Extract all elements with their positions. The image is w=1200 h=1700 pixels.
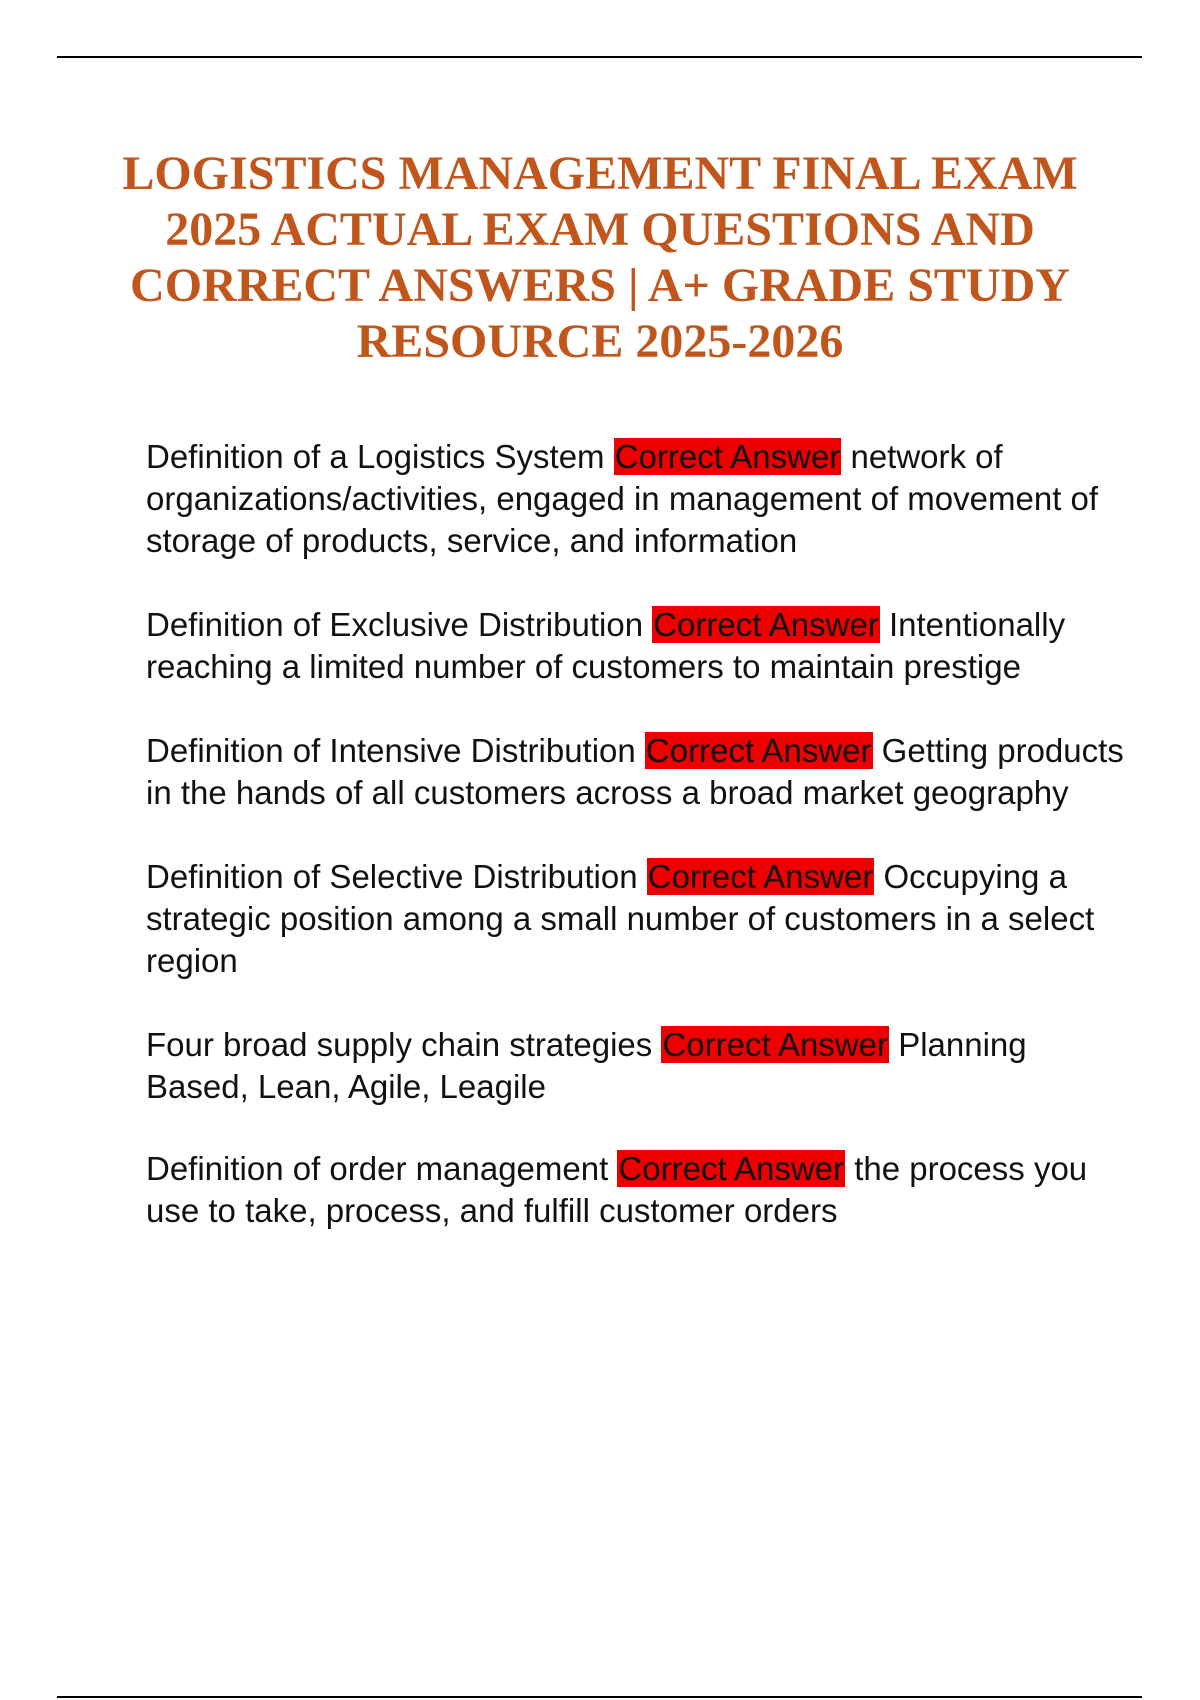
correct-answer-tag: Correct Answer xyxy=(614,438,841,475)
qa-item xyxy=(146,436,1126,562)
top-rule xyxy=(57,56,1142,58)
answer-text: Occupying a strategic position among a small number of customers in a select region xyxy=(146,858,1095,979)
qa-item xyxy=(146,1148,1126,1232)
correct-answer-tag: Correct Answer xyxy=(662,1026,889,1063)
question-text: Definition of Intensive Distribution xyxy=(146,732,636,769)
correct-answer-tag: Correct Answer xyxy=(645,732,872,769)
qa-list xyxy=(146,436,1126,1274)
correct-answer-tag: Correct Answer xyxy=(618,1150,845,1187)
answer-text: Intentionally reaching a limited number of customers to maintain prestige xyxy=(146,606,1066,685)
bottom-rule xyxy=(57,1696,1142,1698)
question-text: Four broad supply chain strategies xyxy=(146,1026,653,1063)
correct-answer-tag: Correct Answer xyxy=(653,606,879,643)
answer-text: Planning Based, Lean, Agile, Leagile xyxy=(146,1026,1027,1105)
question-text: Definition of Selective Distribution xyxy=(146,858,638,895)
qa-item xyxy=(146,856,1126,982)
correct-answer-tag: Correct Answer xyxy=(647,858,874,895)
page-title: LOGISTICS MANAGEMENT FINAL EXAM 2025 ACTUAL EXAM QUESTIONS AND CORRECT ANSWERS | A+ GRADE STUDY RESOURCE 2025-2026 xyxy=(122,147,1078,368)
question-text: Definition of Exclusive Distribution xyxy=(146,606,644,643)
question-text: Definition of order management xyxy=(146,1150,609,1187)
qa-item xyxy=(146,730,1126,814)
qa-item xyxy=(146,604,1126,688)
question-text: Definition of a Logistics System xyxy=(146,438,605,475)
answer-text: Getting products in the hands of all customers across a broad market geography xyxy=(146,732,1124,811)
qa-item xyxy=(146,1024,1126,1108)
answer-text: the process you use to take, process, and fulfill customer orders xyxy=(146,1150,1088,1229)
answer-text: network of organizations/activities, engaged in management of movement of storage of products, service, and information xyxy=(146,438,1099,559)
